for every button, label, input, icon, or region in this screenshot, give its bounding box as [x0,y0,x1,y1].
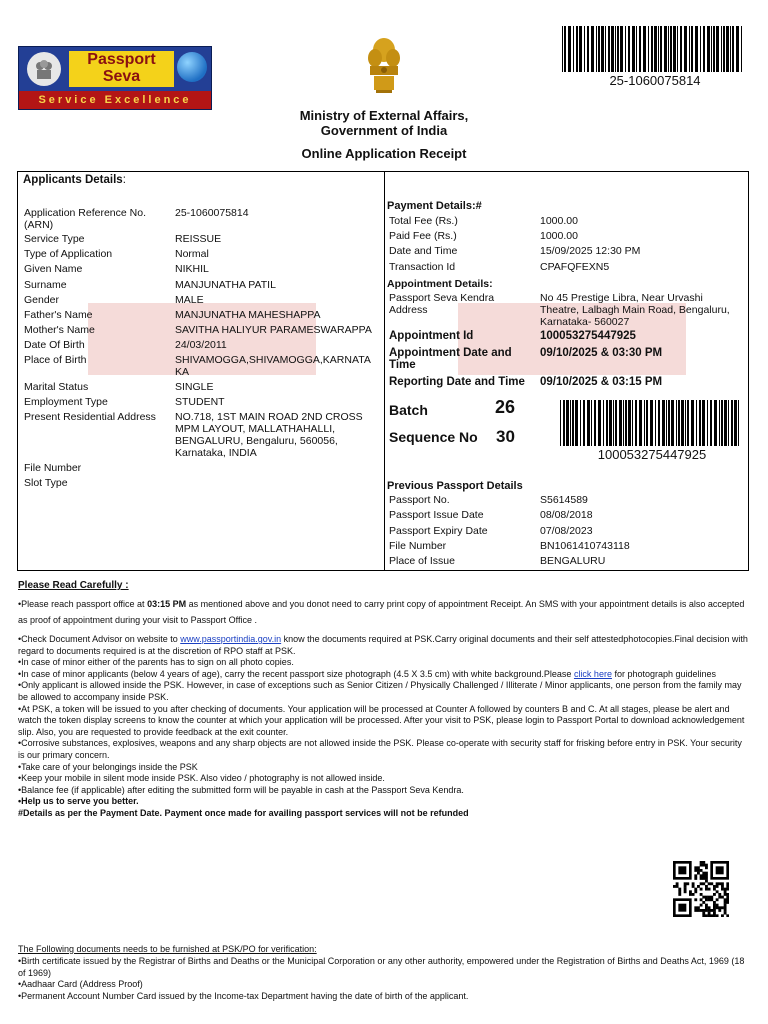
value-reporting-datetime: 09/10/2025 & 03:15 PM [540,376,663,388]
barcode-bar [596,26,597,72]
barcode-bar [617,26,619,72]
barcode-bar [723,26,725,72]
notes-advisor [18,634,748,657]
barcode-bar [707,400,708,446]
barcode-bar [650,400,653,446]
barcode-bar [608,26,610,72]
notes-heading: Please Read Carefully : [18,580,129,591]
notes-item: •Take care of your belongings inside the PSK [18,761,198,772]
barcode-bar [719,400,720,446]
barcode-bar [568,26,571,72]
value-passport-no: S5614589 [540,494,588,506]
label-service-type: Service Type [24,233,85,245]
barcode-bar [677,26,678,72]
barcode-bar [678,400,680,446]
barcode-bar [681,400,684,446]
barcode-bar [668,400,670,446]
label-reporting-datetime: Reporting Date and Time [389,376,525,388]
document-item: •Birth certificate issued by the Registrar of Births and Deaths or the Municipal Corporation or any other authority, empowered under the Registration of Births and Deaths Act, 1969 (18 of 1969) [18,956,745,978]
label-arn: Application Reference No. (ARN) [24,207,146,231]
value-surname: MANJUNATHA PATIL [175,279,276,291]
barcode-bar [655,400,656,446]
barcode-bar [632,26,635,72]
barcode-bar [713,26,715,72]
barcode-bar [703,26,705,72]
barcode-bar [714,400,717,446]
barcode-bar [576,26,578,72]
barcode-bar [699,400,701,446]
value-marital-status: SINGLE [175,381,214,393]
barcode-bar [573,26,574,72]
barcode-bar [562,26,563,72]
barcode-bar [658,26,659,72]
value-expiry-date: 07/08/2023 [540,525,593,537]
label-application-type: Type of Application [24,248,113,260]
value-employment-type: STUDENT [175,396,225,408]
value-total-fee: 1000.00 [540,215,578,227]
logo-title: Passport Seva [69,51,174,87]
page-title: Online Application Receipt [301,146,467,161]
barcode-bar [570,400,571,446]
label-slot-type: Slot Type [24,477,68,489]
barcode-bar [560,400,561,446]
barcode-bar [671,400,674,446]
value-appointment-datetime: 09/10/2025 & 03:30 PM [540,347,663,359]
ministry-line1: Ministry of External Affairs, [299,108,469,123]
barcode-bar [591,400,592,446]
payment-heading: Payment Details:# [387,200,482,212]
label-batch: Batch [389,402,428,418]
barcode-bar [716,26,719,72]
value-dob: 24/03/2011 [175,339,227,351]
barcode-bar [730,26,731,72]
value-given-name: NIKHIL [175,263,209,275]
label-sequence: Sequence No [389,429,478,445]
notes-first-line [18,596,748,628]
label-transaction-id: Transaction Id [389,261,456,273]
notes-photo-post: for photograph guidelines [611,668,717,679]
value-psk-address: No 45 Prestige Libra, Near Urvashi Theatre, Lalbagh Main Road, Bengaluru, Karnataka- 560027 [540,292,730,328]
barcode-bar [673,26,676,72]
barcode-bar [646,400,648,446]
notes-photo [18,669,748,681]
appointment-barcode [560,400,744,446]
label-surname: Surname [24,279,67,291]
barcode-bar [587,400,590,446]
barcode-bar [654,26,657,72]
barcode-bar [643,26,646,72]
barcode-bar [572,400,574,446]
notes-item: •Only applicant is allowed inside the PSK. However, in case of exceptions such as Senior Citizen / Physically Challenged / Illiterate / Minor applicants, one person from the family may be allowed to accompany inside PSK. [18,680,742,702]
barcode-bar [603,400,604,446]
barcode-bar [623,400,624,446]
barcode-bar [700,26,701,72]
barcode-bar [564,26,566,72]
label-employment-type: Employment Type [24,396,108,408]
barcode-bar [628,26,630,72]
label-paid-fee: Paid Fee (Rs.) [389,230,457,242]
notes-payment-note: #Details as per the Payment Date. Payment once made for availing passport services will not be refunded [18,807,469,818]
notes-first-pre: •Please reach passport office at [18,599,148,609]
value-mother-name: SAVITHA HALIYUR PARAMESWARAPPA [175,324,372,336]
barcode-bar [615,400,617,446]
logo-tagline: Service Excellence [19,91,211,109]
barcode-bar [721,400,723,446]
barcode-bar [721,26,722,72]
label-prev-file-number: File Number [389,540,447,552]
barcode-bar [594,400,596,446]
value-arn: 25-1060075814 [175,207,249,219]
label-dob: Date Of Birth [24,339,85,351]
label-given-name: Given Name [24,263,83,275]
barcode-bar [639,400,642,446]
label-appointment-id: Appointment Id [389,330,474,342]
barcode-bar [625,26,626,72]
barcode-bar [734,400,737,446]
barcode-bar [702,400,705,446]
barcode-bar [584,26,585,72]
barcode-bar [575,400,578,446]
barcode-bar [613,400,614,446]
barcode-bar [738,400,739,446]
notes-item: •Keep your mobile in silent mode inside PSK. Also video / photography is not allowed inside. [18,773,385,784]
photo-guidelines-link[interactable]: click here [573,668,612,679]
barcode-bar [658,400,660,446]
notes-minor-sign: •In case of minor either of the parents has to sign on all photo copies. [18,657,294,668]
notes-list [18,634,748,820]
barcode-bar [632,400,633,446]
notes-item: •Balance fee (if applicable) after editing the submitted form will be payable in cash at the Passport Seva Kendra. [18,784,464,795]
column-divider [384,171,385,571]
barcode-bar [668,26,669,72]
previous-passport-heading: Previous Passport Details [387,480,523,492]
label-passport-no: Passport No. [389,494,450,506]
barcode-bar [707,26,710,72]
barcode-bar [664,26,667,72]
notes-advisor-post: know the documents required at PSK.Carry original documents and their self attestedphotocopies.Final decision with regard to documents required is at the discretion of RPO staff at PSK. [18,634,748,656]
barcode-bar [635,400,637,446]
barcode-bar [619,400,622,446]
label-marital-status: Marital Status [24,381,89,393]
arn-barcode [562,26,748,72]
document-item: •Permanent Account Number Card issued by the Income-tax Department having the date of birth of the applicant. [18,990,469,1001]
barcode-bar [601,26,604,72]
label-mother-name: Mother's Name [24,324,95,336]
barcode-bar [691,26,693,72]
barcode-bar [598,26,600,72]
documents-heading: The Following documents needs to be furnished at PSK/PO for verification: [18,944,317,954]
appointment-barcode-number: 100053275447925 [597,447,707,462]
barcode-bar [691,400,694,446]
barcode-bar [563,400,565,446]
barcode-bar [689,26,690,72]
document-item: •Aadhaar Card (Address Proof) [18,979,143,990]
notes-first-time: 03:15 PM [147,599,187,609]
label-father-name: Father's Name [24,309,93,321]
passport-seva-logo [18,46,212,110]
barcode-bar [728,400,729,446]
value-issue-date: 08/08/2018 [540,509,593,521]
label-payment-datetime: Date and Time [389,245,458,257]
barcode-bar [662,400,665,446]
barcode-bar [611,26,614,72]
barcode-bar [587,26,589,72]
barcode-bar [711,26,712,72]
barcode-bar [680,26,682,72]
notes-item: •Corrosive substances, explosives, weapons and any sharp objects are not allowed inside the PSK. Please co-operate with security staff for frisking before entry in PSK. Your security is our primary concern. [18,738,742,760]
notes-item: •At PSK, a token will be issued to you after checking of documents. Your application will be processed at Counter A followed by counters B and C. At all stages, please be alert and watch the token display screens to know the counter at which your application will be processed. After your visit to PSK, please login to Passport Portal to download acknowledgement slip. Also, you are requested to provide feedback at the exit counter. [18,703,745,737]
label-issue-date: Passport Issue Date [389,509,484,521]
ashoka-emblem-icon [364,36,404,94]
barcode-bar [591,26,594,72]
notes-photo-pre: •In case of minor applicants (below 4 years of age), carry the recent passport size photograph (4.5 X 3.5 cm) with white background.Please [18,668,574,679]
barcode-bar [615,26,616,72]
value-paid-fee: 1000.00 [540,230,578,242]
arn-barcode-number: 25-1060075814 [609,73,701,88]
value-address: NO.718, 1ST MAIN ROAD 2ND CROSS MPM LAYOUT, MALLATHAHALLI, BENGALURU, Bengaluru, 560056, Karnataka, INDIA [175,411,363,459]
label-place-of-birth: Place of Birth [24,354,87,366]
barcode-bar [736,26,739,72]
barcode-bar [609,400,612,446]
barcode-bar [639,26,641,72]
value-place-of-issue: BENGALURU [540,555,606,567]
value-transaction-id: CPAFQFEXN5 [540,261,610,273]
barcode-bar [731,400,733,446]
barcode-bar [724,400,727,446]
label-file-number: File Number [24,462,82,474]
barcode-bar [636,26,637,72]
value-prev-file-number: BN1061410743118 [540,540,630,552]
label-appointment-datetime: Appointment Date and Time [389,347,512,371]
barcode-bar [696,400,697,446]
value-sequence: 30 [496,427,515,446]
documents-list [18,956,748,1002]
barcode-bar [695,26,698,72]
barcode-bar [598,400,601,446]
barcode-bar [670,26,672,72]
barcode-bar [684,26,687,72]
barcode-bar [566,400,569,446]
qr-code [673,861,729,917]
appointment-heading: Appointment Details: [387,278,493,290]
value-payment-datetime: 15/09/2025 12:30 PM [540,245,641,257]
barcode-bar [644,400,645,446]
barcode-bar [710,400,712,446]
barcode-bar [726,26,729,72]
barcode-bar [606,400,608,446]
notes-advisor-pre: •Check Document Advisor on website to [18,634,181,644]
barcode-bar [620,26,623,72]
ministry-line2: Government of India [320,123,448,138]
barcode-bar [628,400,631,446]
notes-help: •Help us to serve you better. [18,796,139,807]
barcode-bar [660,26,662,72]
barcode-bar [666,400,667,446]
barcode-bar [580,400,581,446]
barcode-bar [651,26,653,72]
value-appointment-id: 100053275447925 [540,330,636,342]
barcode-bar [685,400,686,446]
value-father-name: MANJUNATHA MAHESHAPPA [175,309,321,321]
label-total-fee: Total Fee (Rs.) [389,215,458,227]
barcode-bar [605,26,606,72]
label-expiry-date: Passport Expiry Date [389,525,488,537]
lion-emblem-icon [27,52,61,86]
notes-first-post: as mentioned above and you donot need to carry print copy of appointment Receipt. An SMS with your appointment details is also accepted as proof of appointment during your visit to Passport Office . [18,599,745,625]
barcode-bar [741,26,742,72]
label-gender: Gender [24,294,60,306]
barcode-bar [579,26,582,72]
applicants-heading: Applicants Details: [23,174,126,186]
value-place-of-birth: SHIVAMOGGA,SHIVAMOGGA,KARNATAKA [175,354,371,378]
barcode-bar [676,400,677,446]
label-address: Present Residential Address [24,411,156,423]
barcode-bar [687,400,689,446]
barcode-bar [625,400,627,446]
barcode-bar [648,26,649,72]
value-service-type: REISSUE [175,233,222,245]
label-place-of-issue: Place of Issue [389,555,455,567]
value-gender: MALE [175,294,204,306]
label-psk-address: Passport Seva Kendra Address [389,292,495,316]
barcode-bar [732,26,734,72]
value-application-type: Normal [175,248,209,260]
barcode-bar [583,400,585,446]
globe-icon [177,52,207,82]
applicants-heading-text: Applicants Details [23,174,123,186]
passport-india-link[interactable]: www.passportindia.gov.in [180,634,282,644]
value-batch: 26 [495,397,516,417]
